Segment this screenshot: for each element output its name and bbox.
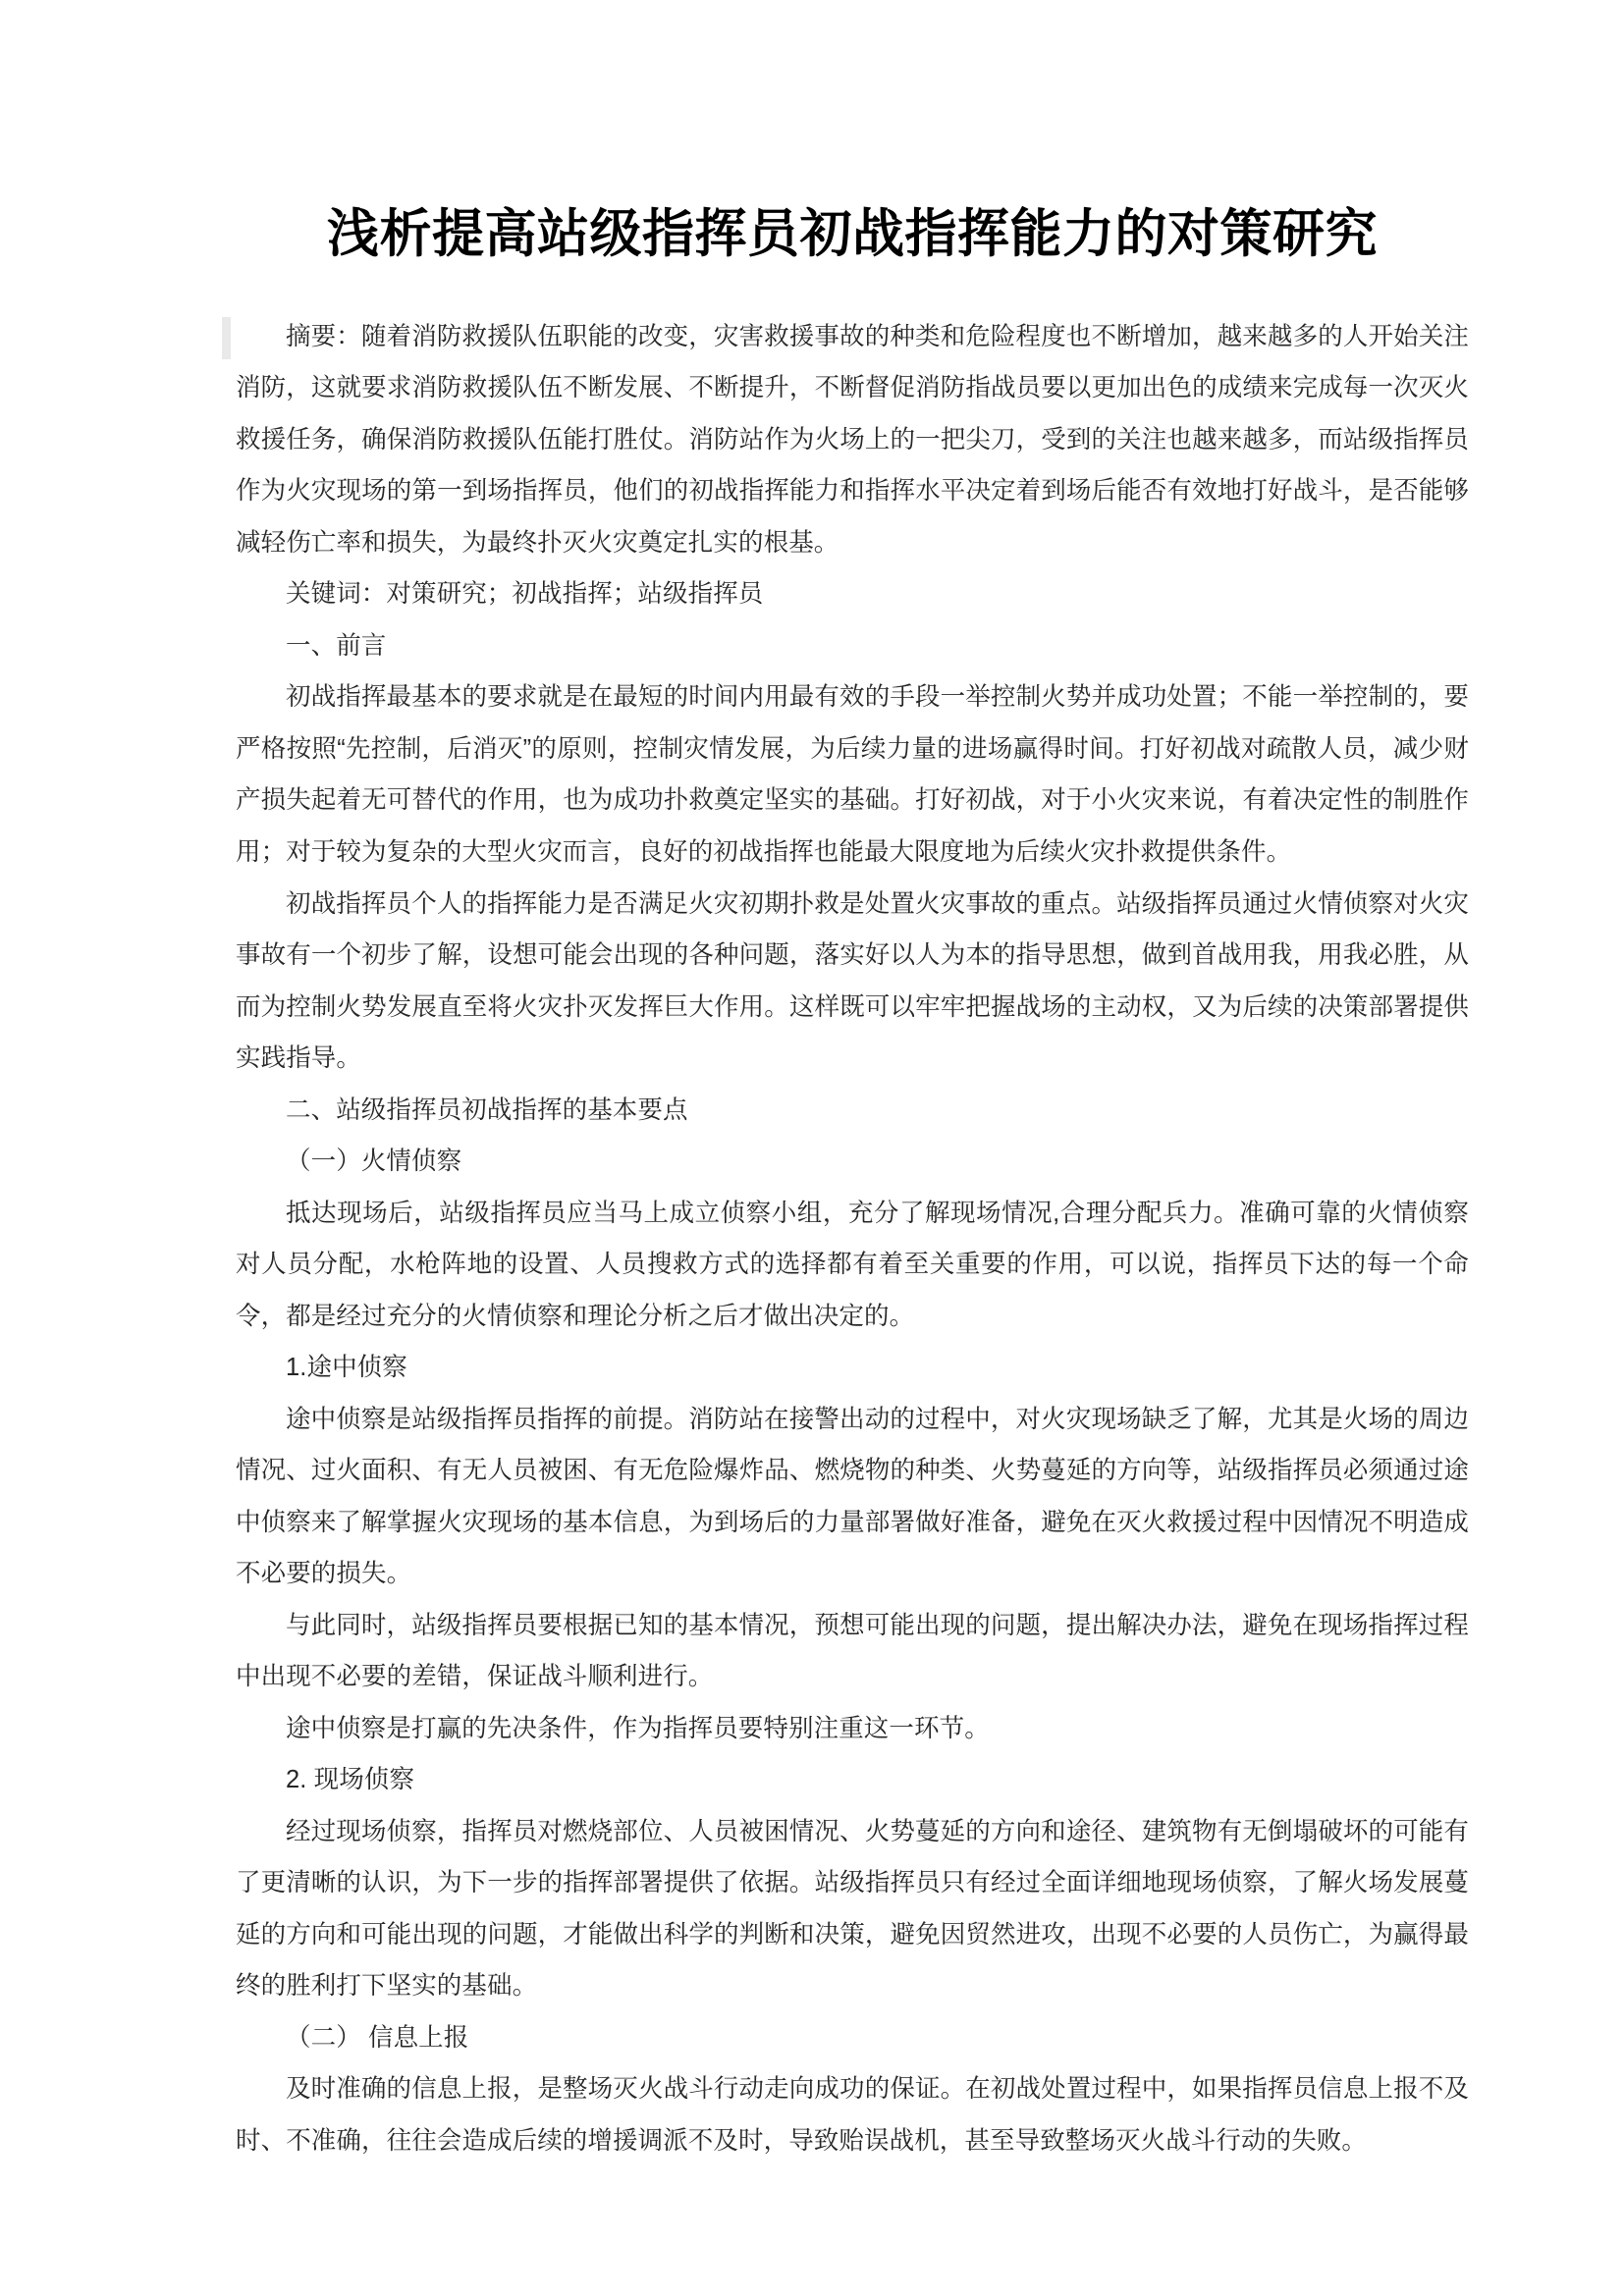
item-heading-1: 1.途中侦察 [286, 1354, 407, 1382]
abstract-marker-bar [222, 317, 231, 359]
section-1-paragraph-2: 初战指挥员个人的指挥能力是否满足火灾初期扑救是处置火灾事故的重点。站级指挥员通过火情侦察对火灾事故有一个初步了解，设想可能会出现的各种问题，落实好以人为本的指导思想，做到首战用我，用我必胜，从而为控制火势发展直至将火灾扑灭发挥巨大作用。这样既可以牢牢把握战场的主动权，又为后续的决策部署提供实践指导。 [236, 889, 1469, 1073]
abstract-text: 摘要：随着消防救援队伍职能的改变，灾害救援事故的种类和危险程度也不断增加，越来越多的人开始关注消防，这就要求消防救援队伍不断发展、不断提升，不断督促消防指战员要以更加出色的成绩来完成每一次灭火救援任务，确保消防救援队伍能打胜仗。消防站作为火场上的一把尖刀，受到的关注也越来越多，而站级指挥员作为火灾现场的第一到场指挥员，他们的初战指挥能力和指挥水平决定着到场后能否有效地打好战斗，是否能够减轻伤亡率和损失，为最终扑灭火灾奠定扎实的根基。 [236, 322, 1469, 557]
item-heading-2: 2. 现场侦察 [286, 1766, 415, 1794]
item-2-paragraph-1: 经过现场侦察，指挥员对燃烧部位、人员被困情况、火势蔓延的方向和途径、建筑物有无倒塌破坏的可能有了更清晰的认识，为下一步的指挥部署提供了依据。站级指挥员只有经过全面详细地现场侦察，了解火场发展蔓延的方向和可能出现的问题，才能做出科学的判断和决策，避免因贸然进攻，出现不必要的人员伤亡，为赢得最终的胜利打下坚实的基础。 [236, 1817, 1469, 2001]
item-1-paragraph-3: 途中侦察是打赢的先决条件，作为指挥员要特别注重这一环节。 [286, 1714, 990, 1742]
subsection-heading-2-2: （二） 信息上报 [286, 2023, 469, 2052]
section-heading-2: 二、站级指挥员初战指挥的基本要点 [286, 1095, 688, 1124]
subsection-heading-2-1: （一）火情侦察 [286, 1148, 462, 1176]
item-1-paragraph-2: 与此同时，站级指挥员要根据已知的基本情况，预想可能出现的问题，提出解决办法，避免在现场指挥过程中出现不必要的差错，保证战斗顺利进行。 [236, 1611, 1469, 1691]
abstract-block [236, 311, 1469, 569]
subsection-2-2-paragraph-1: 及时准确的信息上报，是整场灭火战斗行动走向成功的保证。在初战处置过程中，如果指挥员信息上报不及时、不准确，往往会造成后续的增援调派不及时，导致贻误战机，甚至导致整场灭火战斗行动的失败。 [236, 2075, 1469, 2155]
page-title: 浅析提高站级指挥员初战指挥能力的对策研究 [327, 205, 1378, 263]
item-1-paragraph-1: 途中侦察是站级指挥员指挥的前提。消防站在接警出动的过程中，对火灾现场缺乏了解，尤其是火场的周边情况、过火面积、有无人员被困、有无危险爆炸品、燃烧物的种类、火势蔓延的方向等，站级指挥员必须通过途中侦察来了解掌握火灾现场的基本信息，为到场后的力量部署做好准备，避免在灭火救援过程中因情况不明造成不必要的损失。 [236, 1405, 1469, 1588]
section-1-paragraph-1: 初战指挥最基本的要求就是在最短的时间内用最有效的手段一举控制火势并成功处置；不能一举控制的，要严格按照“先控制，后消灭”的原则，控制灾情发展，为后续力量的进场赢得时间。打好初战对疏散人员，减少财产损失起着无可替代的作用，也为成功扑救奠定坚实的基础。打好初战，对于小火灾来说，有着决定性的制胜作用；对于较为复杂的大型火灾而言，良好的初战指挥也能最大限度地为后续火灾扑救提供条件。 [236, 683, 1469, 866]
section-heading-1: 一、前言 [286, 631, 387, 660]
subsection-2-1-paragraph-1: 抵达现场后，站级指挥员应当马上成立侦察小组，充分了解现场情况,合理分配兵力。准确可靠的火情侦察对人员分配，水枪阵地的设置、人员搜救方式的选择都有着至关重要的作用，可以说，指挥员下达的每一个命令，都是经过充分的火情侦察和理论分析之后才做出决定的。 [236, 1199, 1469, 1330]
keywords-line: 关键词：对策研究；初战指挥；站级指挥员 [286, 580, 764, 609]
